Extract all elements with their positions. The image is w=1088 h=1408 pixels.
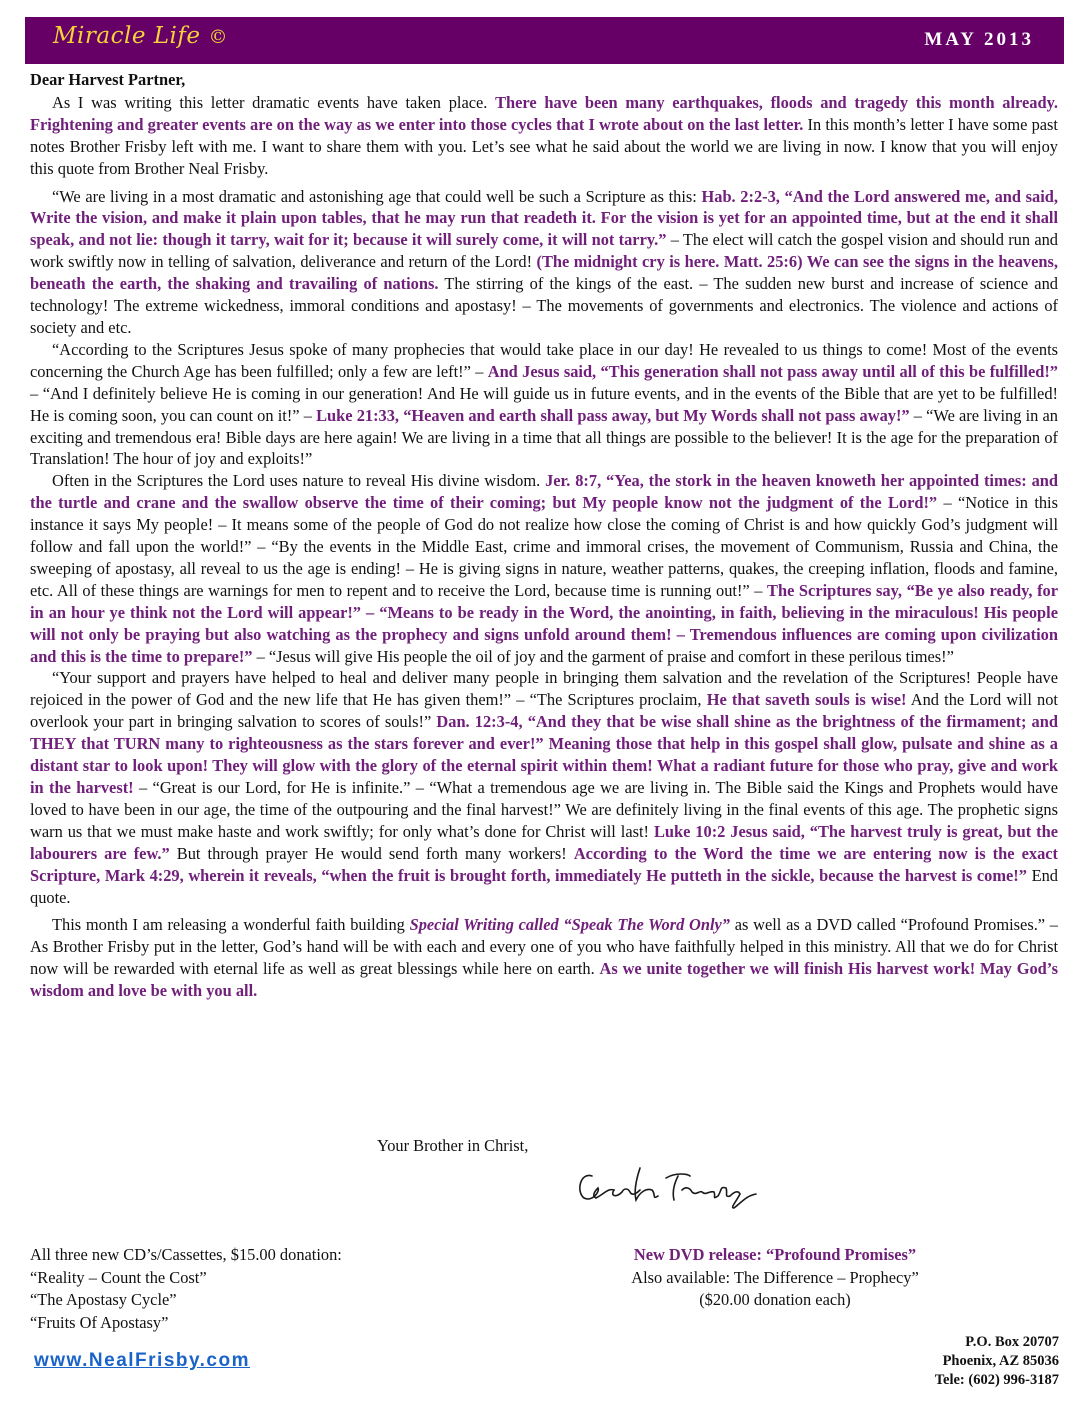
cd-offer xyxy=(30,1244,342,1334)
body-text: As I was writing this letter dramatic events have taken place. xyxy=(52,92,496,112)
scripture-highlight: Luke 21:33, “Heaven and earth shall pass away, but My Words shall not pass away!” xyxy=(316,405,910,425)
scripture-highlight: He that saveth souls is wise! xyxy=(706,690,907,710)
cd-title-2: “The Apostasy Cycle” xyxy=(30,1290,177,1309)
paragraph-3 xyxy=(30,339,1058,470)
mailing-address xyxy=(935,1333,1059,1390)
issue-date: MAY 2013 xyxy=(924,29,1034,50)
closing: Your Brother in Christ, xyxy=(377,1136,529,1155)
signature-image xyxy=(570,1162,770,1215)
body-text: – “Great is our Lord, for He is infinite.” – “What a tremendous age we are living in. The Bible said the Kings and Prophets would have loved to have been in our age, the time of the outpouring and the final harvest!” We are definitely living in the final events of this age. The prophetic signs warn us that we must make haste and work swiftly; for only what’s done for Christ will last! xyxy=(30,778,1058,841)
scripture-highlight: There have been many earthquakes, floods and tragedy this month already. Frightening and greater events are on the way as we enter into those cycles that I wrote about on the last letter. xyxy=(30,92,1058,134)
dvd-price: ($20.00 donation each) xyxy=(699,1290,851,1309)
dvd-offer xyxy=(560,1244,990,1312)
scripture-highlight: Luke 10:2 Jesus said, “The harvest truly is great, but the labourers are few.” xyxy=(30,821,1059,863)
scripture-highlight: Jer. 8:7, “Yea, the stork in the heaven knoweth her appointed times: and the turtle and crane and the swallow observe the time of their coming; but My people know not the judgment of the Lord!” xyxy=(30,471,1058,513)
city-state-zip: Phoenix, AZ 85036 xyxy=(942,1353,1059,1369)
logo-text: Miracle Life xyxy=(53,23,201,49)
body-text: – “And I definitely believe He is coming in our generation! And He will guide us in future events, and in the events of the Bible that are yet to be fulfilled! He is coming soon, you can count on it!” – xyxy=(30,383,1058,425)
cd-offer-title: All three new CD’s/Cassettes, $15.00 donation: xyxy=(30,1245,342,1264)
po-box: P.O. Box 20707 xyxy=(965,1334,1059,1350)
paragraph-5 xyxy=(30,667,1058,908)
body-text: And the Lord will not overlook your part in bringing salvation to scores of souls!” xyxy=(30,690,1058,732)
body-text: This month I am releasing a wonderful faith building xyxy=(52,915,410,935)
body-text: “Your support and prayers have helped to heal and deliver many people in bringing them salvation and the revelation of the Scriptures! People have rejoiced in the power of God and the new life that He has given them!” – “The Scriptures proclaim, xyxy=(30,668,1058,710)
letter-body xyxy=(30,69,1058,1002)
scripture-highlight: (The midnight cry is here. Matt. 25:6) We can see the signs in the heavens, beneath the earth, the shaking and travailing of nations. xyxy=(30,252,1058,294)
paragraph-4 xyxy=(30,470,1058,667)
paragraph-1 xyxy=(30,92,1058,180)
dvd-also-available: Also available: The Difference – Prophecy” xyxy=(631,1267,919,1287)
body-text: “According to the Scriptures Jesus spoke of many prophecies that would take place in our day! He revealed to us things to come! Most of the events concerning the Church Age has been fulfilled; only a few are left!” – xyxy=(30,339,1058,381)
special-writing-title: Special Writing called “Speak The Word Only” xyxy=(409,915,730,935)
body-text: – The elect will catch the gospel vision and should run and work swiftly now in telling of salvation, deliverance and return of the Lord! xyxy=(30,230,1059,272)
body-text: But through prayer He would send forth many workers! xyxy=(169,843,574,863)
salutation: Dear Harvest Partner, xyxy=(30,70,186,89)
phone-number: Tele: (602) 996-3187 xyxy=(934,1372,1059,1388)
website-link[interactable]: www.NealFrisby.com xyxy=(34,1350,250,1371)
scripture-highlight: As we unite together we will finish His harvest work! May God’s wisdom and love be with you all. xyxy=(30,959,1059,1001)
copyright-mark: © xyxy=(208,26,229,48)
header-banner xyxy=(25,17,1064,64)
scripture-highlight: Dan. 12:3-4, “And they that be wise shall shine as the brightness of the firmament; and THEY that TURN many to righteousness as the stars forever and ever!” Meaning those that help in this gospel shall glow, pulsate and shine as a distant star to look upon! They will glow with the glory of the eternal spirit within them! What a radiant future for those who pray, give and work in the harvest! xyxy=(30,712,1058,797)
scripture-highlight: According to the Word the time we are entering now is the exact Scripture, Mark 4:29, wherein it reveals, “when the fruit is brought forth, immediately He putteth in the sickle, because the harvest is come!” xyxy=(30,843,1059,885)
paragraph-6 xyxy=(30,914,1058,1002)
body-text: End quote. xyxy=(30,865,1058,907)
body-text: In this month’s letter I have some past notes Brother Frisby left with me. I want to share them with you. Let’s see what he said about the world we are living in now. I know that you will enjoy this quote from Brother Neal Frisby. xyxy=(30,114,1058,178)
paragraph-2 xyxy=(30,186,1058,339)
body-text: – “Notice in this instance it says My people! – It means some of the people of God do not realize how close the coming of Christ is and how quickly God’s judgment will follow and fall upon the world!” – “By the events in the Middle East, crime and immoral crises, the movement of Communism, Russia and China, the sweeping of apostasy, all reveal to us the age is ending! – He is giving signs in nature, weather patterns, quakes, the creeping inflation, floods and famine, etc. All of these things are warnings for men to repent and to receive the Lord, because time is running out!” – xyxy=(30,493,1058,600)
body-text: – “Jesus will give His people the oil of joy and the garment of praise and comfort in these perilous times!” xyxy=(252,646,954,666)
cd-title-3: “Fruits Of Apostasy” xyxy=(30,1312,169,1332)
scripture-highlight: The Scriptures say, “Be ye also ready, for in an hour ye think not the Lord will appear!” – “Means to be ready in the Word, the anointing, in faith, believing in the miraculous! His people will not only be praying but also watching as the prophecy and signs unfold around them! – Tremendous influences are coming upon civilization and this is the time to prepare!” xyxy=(30,580,1058,666)
body-text: – “We are living in an exciting and tremendous era! Bible days are here again! We are living in a time that all things are possible to the believer! It is the age for the preparation of Translation! The hour of joy and exploits!” xyxy=(30,405,1058,469)
scripture-highlight: Hab. 2:2-3, “And the Lord answered me, and said, Write the vision, and make it plain upon tables, that he may run that readeth it. For the vision is yet for an appointed time, but at the end it shall speak, and not lie: though it tarry, wait for it; because it will surely come, it will not tarry.” xyxy=(30,186,1059,250)
body-text: as well as a DVD called “Profound Promises.” – As Brother Frisby put in the letter, God’s hand will be with each and every one of you who have faithfully helped in this ministry. All that we do for Christ now will be rewarded with eternal life as well as great blessings while here on earth. xyxy=(30,915,1058,979)
body-text: “We are living in a most dramatic and astonishing age that could well be such a Scripture as this: xyxy=(52,186,702,206)
logo xyxy=(53,23,228,49)
scripture-highlight: And Jesus said, “This generation shall not pass away until all of this be fulfilled!” xyxy=(487,361,1058,381)
body-text: The stirring of the kings of the east. – The sudden new burst and increase of science and technology! The extreme wickedness, immoral conditions and apostasy! – The movements of governments and electronics. The violence and actions of society and etc. xyxy=(30,274,1058,337)
cd-title-1: “Reality – Count the Cost” xyxy=(30,1267,207,1287)
body-text: Often in the Scriptures the Lord uses nature to reveal His divine wisdom. xyxy=(52,471,546,491)
dvd-offer-title: New DVD release: “Profound Promises” xyxy=(633,1245,917,1264)
